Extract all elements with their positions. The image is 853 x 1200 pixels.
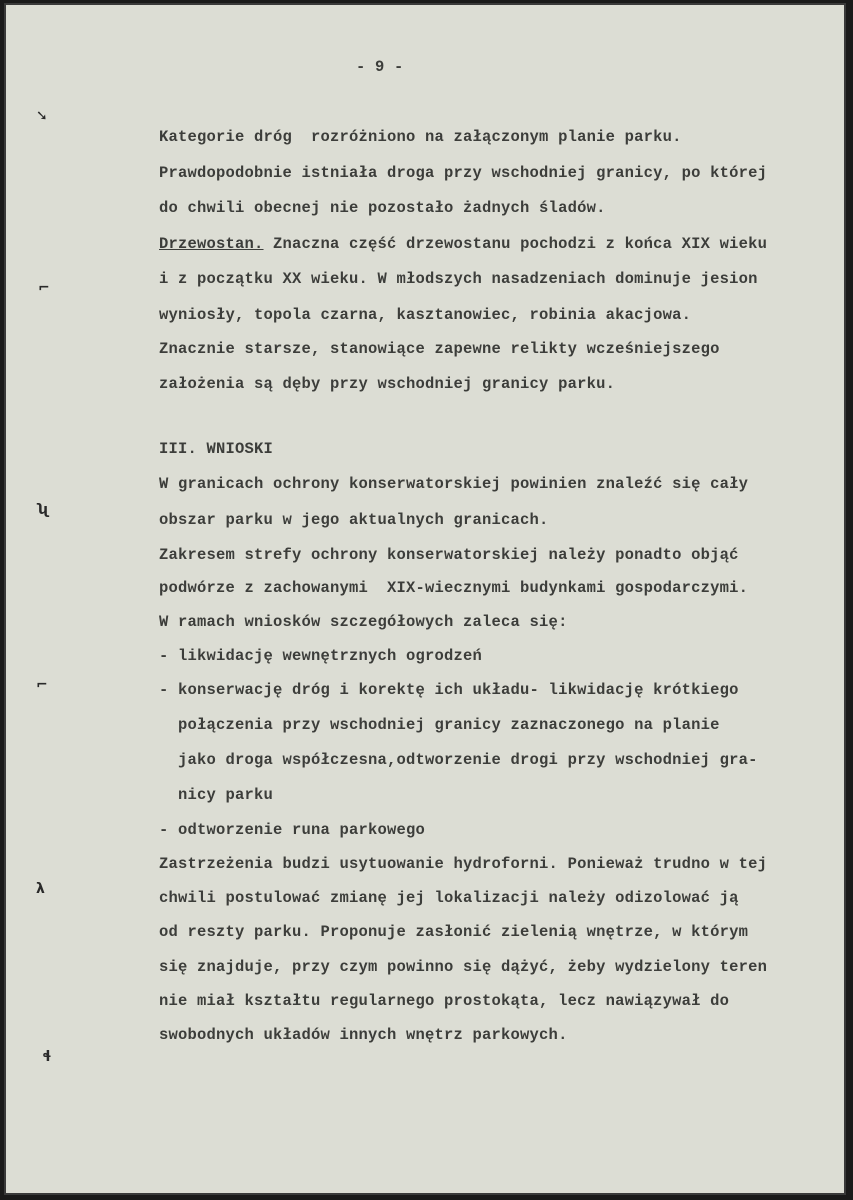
- text-line: podwórze z zachowanymi XIX-wiecznymi budynkami gospodarczymi.: [159, 579, 749, 597]
- text-line: wyniosły, topola czarna, kasztanowiec, robinia akacjowa.: [159, 306, 692, 324]
- text-line: nie miał kształtu regularnego prostokąta, lecz nawiązywał do: [159, 992, 730, 1010]
- text-line: [159, 234, 767, 254]
- text-line: obszar parku w jego aktualnych granicach.: [159, 511, 549, 529]
- text-line: W ramach wniosków szczegółowych zaleca się:: [159, 613, 568, 631]
- list-item: nicy parku: [159, 786, 274, 804]
- margin-mark: ➘: [36, 108, 48, 124]
- list-item: - likwidację wewnętrznych ogrodzeń: [159, 647, 483, 665]
- margin-mark: ⌐: [36, 677, 48, 693]
- page-number: - 9 -: [356, 58, 404, 76]
- text-line: się znajduje, przy czym powinno się dążyć, żeby wydzielony teren: [159, 958, 768, 976]
- text-line: chwili postulować zmianę jej lokalizacji należy odizolować ją: [159, 889, 739, 907]
- text-line: swobodnych układów innych wnętrz parkowych.: [159, 1026, 568, 1044]
- text-line: Znacznie starsze, stanowiące zapewne relikty wcześniejszego: [159, 340, 720, 358]
- section-heading: III. WNIOSKI: [159, 440, 274, 458]
- list-item: - odtworzenie runa parkowego: [159, 821, 426, 839]
- margin-mark: ⌐: [38, 280, 50, 296]
- list-item: połączenia przy wschodniej granicy zaznaczonego na planie: [159, 716, 720, 734]
- margin-mark: ɬ: [42, 1049, 52, 1065]
- text-line: Kategorie dróg rozróżniono na załączonym planie parku.: [159, 128, 682, 146]
- text-line: Zastrzeżenia budzi usytuowanie hydroforni. Ponieważ trudno w tej: [159, 855, 768, 873]
- list-item: jako droga współczesna,odtworzenie drogi przy wschodniej gra-: [159, 751, 758, 769]
- text-line: założenia są dęby przy wschodniej granicy parku.: [159, 375, 616, 393]
- text-line: do chwili obecnej nie pozostało żadnych śladów.: [159, 199, 606, 217]
- text-line: W granicach ochrony konserwatorskiej powinien znaleźć się cały: [159, 475, 749, 493]
- trees-line-rest: Znaczna część drzewostanu pochodzi z końca XIX wieku: [263, 235, 768, 253]
- text-line: Prawdopodobnie istniała droga przy wschodniej granicy, po której: [159, 164, 768, 182]
- list-item: - konserwację dróg i korektę ich układu- likwidację krótkiego: [159, 681, 739, 699]
- document-page: [4, 3, 846, 1195]
- margin-mark: λ: [36, 881, 45, 897]
- margin-mark: ʯ: [38, 502, 50, 518]
- text-line: Zakresem strefy ochrony konserwatorskiej należy ponadto objąć: [159, 546, 739, 564]
- text-line: od reszty parku. Proponuje zasłonić zielenią wnętrze, w którym: [159, 923, 749, 941]
- trees-heading: Drzewostan.: [159, 235, 264, 253]
- text-line: i z początku XX wieku. W młodszych nasadzeniach dominuje jesion: [159, 270, 758, 288]
